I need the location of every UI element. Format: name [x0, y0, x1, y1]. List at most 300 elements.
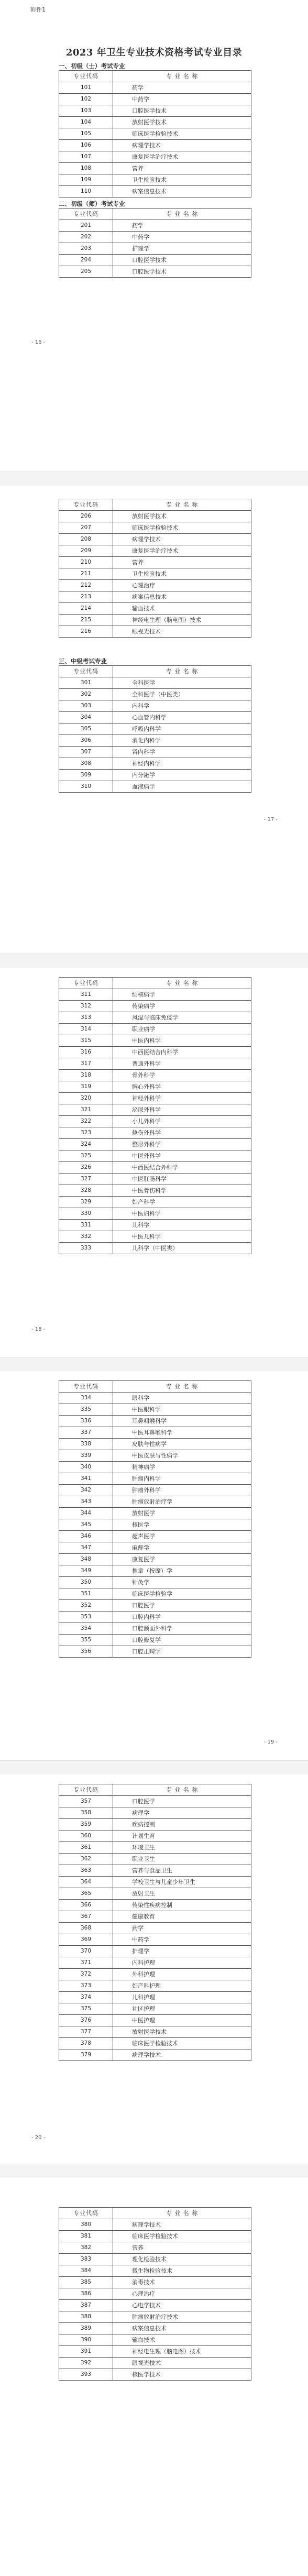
specialty-name-cell: 胸心外科学	[113, 1081, 251, 1093]
table-row	[59, 1612, 251, 1623]
table-row	[59, 82, 251, 94]
specialty-code-cell: 105	[59, 128, 113, 140]
specialty-name-cell: 卫生检验技术	[113, 174, 251, 186]
specialty-name-cell: 临床医学检验技术	[113, 522, 251, 534]
table-row	[59, 1024, 251, 1035]
specialty-name-cell: 推拿（按摩）学	[113, 1565, 251, 1577]
table-row	[59, 2358, 251, 2369]
specialty-name-cell: 中医儿科学	[113, 1231, 251, 1243]
specialty-name-cell: 中西医结合外科学	[113, 1162, 251, 1174]
table-row	[59, 1854, 251, 1865]
table-row	[59, 1485, 251, 1496]
page-separator	[0, 953, 308, 968]
table-row	[59, 1992, 251, 2003]
specialty-name-cell: 口腔医学技术	[113, 266, 251, 278]
table-row	[59, 1393, 251, 1404]
section-heading: 一、初级（士）考试专业	[59, 62, 125, 70]
table-row	[59, 1577, 251, 1588]
specialty-name-cell: 精神病学	[113, 1462, 251, 1473]
header-code: 专业代码	[59, 1784, 113, 1796]
specialty-code-cell: 350	[59, 1577, 113, 1588]
table-row	[59, 128, 251, 140]
specialty-name-cell: 麻醉学	[113, 1542, 251, 1554]
specialty-code-cell: 210	[59, 557, 113, 568]
specialty-name-cell: 中医外科学	[113, 1150, 251, 1162]
specialty-code-cell: 339	[59, 1450, 113, 1462]
specialty-name-cell: 口腔医学	[113, 1600, 251, 1612]
specialty-code-cell: 303	[59, 700, 113, 712]
page-3	[0, 968, 308, 1357]
table-row	[59, 724, 251, 735]
specialty-name-cell: 护理学	[113, 243, 251, 255]
specialty-code-cell: 329	[59, 1197, 113, 1208]
specialty-name-cell: 心理治疗	[113, 2288, 251, 2300]
table-row	[59, 1150, 251, 1162]
specialty-name-cell: 中医耳鼻喉科学	[113, 1427, 251, 1439]
specialty-code-cell: 391	[59, 2346, 113, 2358]
page-number: - 18 -	[31, 1327, 46, 1332]
specialty-name-cell: 超声医学	[113, 1531, 251, 1542]
specialty-code-cell: 383	[59, 2254, 113, 2265]
specialty-code-cell: 382	[59, 2242, 113, 2254]
table-row	[59, 2334, 251, 2346]
specialty-code-cell: 314	[59, 1024, 113, 1035]
specialty-code-cell: 376	[59, 2015, 113, 2026]
page-number: - 17 -	[263, 817, 278, 823]
table-row	[59, 1877, 251, 1888]
table-row	[59, 522, 251, 534]
specialty-code-cell: 338	[59, 1439, 113, 1450]
specialty-code-cell: 203	[59, 243, 113, 255]
specialty-code-cell: 367	[59, 1911, 113, 1923]
page-4	[0, 1371, 308, 1760]
table-row	[59, 2311, 251, 2323]
table-row	[59, 626, 251, 638]
table-row	[59, 2288, 251, 2300]
table-row	[59, 1900, 251, 1911]
specialty-code-cell: 354	[59, 1623, 113, 1635]
specialty-name-cell: 药学	[113, 1923, 251, 1934]
section-heading: 三、中级考试专业	[59, 657, 107, 665]
specialty-code-cell: 331	[59, 1220, 113, 1231]
specialty-name-cell: 内科学	[113, 700, 251, 712]
specialty-code-cell: 312	[59, 1001, 113, 1012]
specialty-name-cell: 神经电生理（脑电图）技术	[113, 2346, 251, 2358]
specialty-name-cell: 心电学技术	[113, 2300, 251, 2311]
specialty-name-cell: 营养	[113, 163, 251, 174]
attachment-label: 附件1	[30, 6, 46, 13]
table-row	[59, 117, 251, 128]
specialty-name-cell: 心血管内科学	[113, 712, 251, 724]
table-row	[59, 94, 251, 105]
page-separator	[0, 1760, 308, 1775]
specialty-name-cell: 消毒技术	[113, 2277, 251, 2288]
specialty-code-cell: 323	[59, 1127, 113, 1139]
specialty-name-cell: 计划生育	[113, 1830, 251, 1842]
specialty-name-cell: 营养	[113, 2242, 251, 2254]
table-row	[59, 2265, 251, 2277]
specialty-name-cell: 口腔修复学	[113, 1635, 251, 1646]
specialty-name-cell: 中医内科学	[113, 1035, 251, 1047]
specialty-name-cell: 输血技术	[113, 2334, 251, 2346]
header-name: 专 业 名 称	[113, 978, 251, 989]
specialty-code-cell: 206	[59, 511, 113, 522]
specialty-table	[59, 70, 251, 198]
specialty-code-cell: 304	[59, 712, 113, 724]
table-row	[59, 511, 251, 522]
specialty-code-cell: 374	[59, 1992, 113, 2003]
table-row	[59, 1473, 251, 1485]
specialty-code-cell: 337	[59, 1427, 113, 1439]
table-row	[59, 1208, 251, 1220]
table-row	[59, 1243, 251, 1254]
specialty-name-cell: 输血技术	[113, 603, 251, 615]
specialty-code-cell: 317	[59, 1058, 113, 1070]
table-header-row	[59, 499, 251, 511]
specialty-name-cell: 口腔医学技术	[113, 255, 251, 266]
specialty-code-cell: 211	[59, 568, 113, 580]
table-row	[59, 1220, 251, 1231]
table-row	[59, 1462, 251, 1473]
specialty-name-cell: 核医学	[113, 1519, 251, 1531]
specialty-name-cell: 临床医学检验技术	[113, 2038, 251, 2049]
section-heading: 二、初级（师）考试专业	[59, 200, 125, 207]
specialty-code-cell: 301	[59, 677, 113, 689]
table-row	[59, 2277, 251, 2288]
table-row	[59, 1934, 251, 1946]
specialty-name-cell: 皮肤与性病学	[113, 1439, 251, 1450]
page-number: - 16 -	[31, 339, 46, 345]
specialty-code-cell: 201	[59, 220, 113, 232]
specialty-code-cell: 377	[59, 2026, 113, 2038]
specialty-name-cell: 病案信息技术	[113, 2323, 251, 2334]
specialty-name-cell: 中药学	[113, 1934, 251, 1946]
specialty-name-cell: 呼吸内科学	[113, 724, 251, 735]
specialty-code-cell: 362	[59, 1854, 113, 1865]
table-row	[59, 1450, 251, 1462]
table-row	[59, 1554, 251, 1565]
specialty-name-cell: 肿瘤外科学	[113, 1485, 251, 1496]
table-row	[59, 603, 251, 615]
specialty-name-cell: 妇产科护理	[113, 1980, 251, 1992]
specialty-name-cell: 病理学技术	[113, 2049, 251, 2061]
page-1	[0, 0, 308, 472]
specialty-name-cell: 肿瘤放射治疗技术	[113, 2311, 251, 2323]
specialty-table	[59, 2207, 251, 2381]
specialty-code-cell: 345	[59, 1519, 113, 1531]
table-row	[59, 1081, 251, 1093]
specialty-code-cell: 204	[59, 255, 113, 266]
table-row	[59, 1416, 251, 1427]
table-row	[59, 1588, 251, 1600]
specialty-name-cell: 药学	[113, 220, 251, 232]
table-row	[59, 1116, 251, 1127]
specialty-code-cell: 365	[59, 1888, 113, 1900]
specialty-name-cell: 康复医学	[113, 1554, 251, 1565]
page-number: - 20 -	[31, 2135, 46, 2141]
specialty-name-cell: 康复医学治疗技术	[113, 545, 251, 557]
specialty-name-cell: 神经内科学	[113, 758, 251, 770]
table-row	[59, 1623, 251, 1635]
table-row	[59, 1946, 251, 1957]
specialty-name-cell: 临床医学检验技术	[113, 128, 251, 140]
page-6	[0, 2178, 308, 2576]
specialty-code-cell: 388	[59, 2311, 113, 2323]
specialty-code-cell: 322	[59, 1116, 113, 1127]
specialty-code-cell: 355	[59, 1635, 113, 1646]
header-code: 专业代码	[59, 209, 113, 220]
specialty-name-cell: 临床医学检验技术	[113, 2231, 251, 2242]
specialty-code-cell: 372	[59, 1969, 113, 1980]
table-row	[59, 1957, 251, 1969]
specialty-code-cell: 332	[59, 1231, 113, 1243]
table-row	[59, 163, 251, 174]
specialty-code-cell: 358	[59, 1807, 113, 1819]
specialty-code-cell: 302	[59, 689, 113, 700]
table-row	[59, 2026, 251, 2038]
table-row	[59, 700, 251, 712]
specialty-name-cell: 病案信息技术	[113, 591, 251, 603]
specialty-code-cell: 215	[59, 615, 113, 626]
table-row	[59, 2003, 251, 2015]
specialty-name-cell: 神经外科学	[113, 1093, 251, 1104]
specialty-code-cell: 392	[59, 2358, 113, 2369]
table-row	[59, 174, 251, 186]
specialty-name-cell: 中西医结合内科学	[113, 1047, 251, 1058]
table-row	[59, 255, 251, 266]
table-row	[59, 2300, 251, 2311]
specialty-name-cell: 全科医学	[113, 677, 251, 689]
specialty-name-cell: 中医眼科学	[113, 1404, 251, 1416]
header-name: 专 业 名 称	[113, 1381, 251, 1393]
specialty-name-cell: 耳鼻咽喉科学	[113, 1416, 251, 1427]
specialty-code-cell: 352	[59, 1600, 113, 1612]
specialty-code-cell: 333	[59, 1243, 113, 1254]
table-row	[59, 989, 251, 1001]
specialty-name-cell: 中医护理	[113, 2015, 251, 2026]
table-row	[59, 2015, 251, 2026]
specialty-name-cell: 病理学技术	[113, 534, 251, 545]
table-row	[59, 151, 251, 163]
specialty-name-cell: 学校卫生与儿童少年卫生	[113, 1877, 251, 1888]
specialty-code-cell: 305	[59, 724, 113, 735]
table-row	[59, 2049, 251, 2061]
table-row	[59, 712, 251, 724]
specialty-code-cell: 107	[59, 151, 113, 163]
table-row	[59, 1508, 251, 1519]
header-code: 专业代码	[59, 499, 113, 511]
table-row	[59, 140, 251, 151]
header-code: 专业代码	[59, 71, 113, 82]
specialty-code-cell: 328	[59, 1185, 113, 1197]
table-row	[59, 2254, 251, 2265]
header-name: 专 业 名 称	[113, 71, 251, 82]
specialty-code-cell: 310	[59, 781, 113, 793]
specialty-code-cell: 336	[59, 1416, 113, 1427]
specialty-name-cell: 儿科护理	[113, 1992, 251, 2003]
specialty-name-cell: 传染病学	[113, 1001, 251, 1012]
table-row	[59, 1231, 251, 1243]
table-row	[59, 557, 251, 568]
table-row	[59, 1058, 251, 1070]
specialty-name-cell: 药学	[113, 82, 251, 94]
specialty-name-cell: 口腔内科学	[113, 1612, 251, 1623]
specialty-table	[59, 977, 251, 1254]
table-row	[59, 1001, 251, 1012]
specialty-code-cell: 315	[59, 1035, 113, 1047]
specialty-code-cell: 356	[59, 1646, 113, 1658]
table-row	[59, 1819, 251, 1830]
specialty-code-cell: 307	[59, 747, 113, 758]
specialty-name-cell: 病理学	[113, 1807, 251, 1819]
specialty-code-cell: 343	[59, 1496, 113, 1508]
specialty-code-cell: 348	[59, 1554, 113, 1565]
table-row	[59, 1427, 251, 1439]
specialty-name-cell: 普通外科学	[113, 1058, 251, 1070]
table-row	[59, 1796, 251, 1807]
specialty-code-cell: 378	[59, 2038, 113, 2049]
table-row	[59, 1047, 251, 1058]
specialty-code-cell: 371	[59, 1957, 113, 1969]
specialty-code-cell: 334	[59, 1393, 113, 1404]
specialty-name-cell: 营养与食品卫生	[113, 1865, 251, 1877]
page-separator	[0, 2164, 308, 2178]
table-row	[59, 1496, 251, 1508]
specialty-name-cell: 放射卫生	[113, 1888, 251, 1900]
specialty-code-cell: 380	[59, 2219, 113, 2231]
table-row	[59, 1969, 251, 1980]
specialty-name-cell: 中医骨伤科学	[113, 1185, 251, 1197]
specialty-name-cell: 神经电生理（脑电图）技术	[113, 615, 251, 626]
table-row	[59, 1519, 251, 1531]
specialty-name-cell: 疾病控制	[113, 1819, 251, 1830]
table-row	[59, 220, 251, 232]
specialty-code-cell: 316	[59, 1047, 113, 1058]
specialty-name-cell: 肿瘤放射治疗学	[113, 1496, 251, 1508]
table-row	[59, 2346, 251, 2358]
specialty-name-cell: 风湿与临床免疫学	[113, 1012, 251, 1024]
specialty-name-cell: 口腔正畸学	[113, 1646, 251, 1658]
specialty-code-cell: 320	[59, 1093, 113, 1104]
header-name: 专 业 名 称	[113, 209, 251, 220]
table-row	[59, 232, 251, 243]
specialty-name-cell: 传染性疾病控制	[113, 1900, 251, 1911]
table-row	[59, 758, 251, 770]
specialty-name-cell: 中药学	[113, 232, 251, 243]
specialty-code-cell: 359	[59, 1819, 113, 1830]
specialty-name-cell: 理化检验技术	[113, 2254, 251, 2265]
table-row	[59, 781, 251, 793]
specialty-code-cell: 360	[59, 1830, 113, 1842]
table-row	[59, 1070, 251, 1081]
specialty-code-cell: 319	[59, 1081, 113, 1093]
table-row	[59, 534, 251, 545]
table-row	[59, 1531, 251, 1542]
specialty-code-cell: 311	[59, 989, 113, 1001]
table-row	[59, 1888, 251, 1900]
table-row	[59, 243, 251, 255]
specialty-code-cell: 346	[59, 1531, 113, 1542]
specialty-name-cell: 护理学	[113, 1946, 251, 1957]
specialty-code-cell: 318	[59, 1070, 113, 1081]
specialty-code-cell: 205	[59, 266, 113, 278]
header-name: 专 业 名 称	[113, 2208, 251, 2219]
specialty-name-cell: 儿科学（中医类）	[113, 1243, 251, 1254]
specialty-name-cell: 口腔颌面外科学	[113, 1623, 251, 1635]
table-row	[59, 1012, 251, 1024]
document-title: 2023 年卫生专业技术资格考试专业目录	[65, 47, 243, 58]
specialty-name-cell: 整形外科学	[113, 1139, 251, 1150]
specialty-code-cell: 326	[59, 1162, 113, 1174]
specialty-code-cell: 385	[59, 2277, 113, 2288]
table-row	[59, 266, 251, 278]
specialty-name-cell: 小儿外科学	[113, 1116, 251, 1127]
header-code: 专业代码	[59, 1381, 113, 1393]
table-row	[59, 580, 251, 591]
specialty-code-cell: 101	[59, 82, 113, 94]
table-row	[59, 568, 251, 580]
table-row	[59, 186, 251, 198]
specialty-code-cell: 212	[59, 580, 113, 591]
specialty-name-cell: 烧伤外科学	[113, 1127, 251, 1139]
header-name: 专 业 名 称	[113, 499, 251, 511]
specialty-name-cell: 消化内科学	[113, 735, 251, 747]
specialty-name-cell: 职业卫生	[113, 1854, 251, 1865]
page-number: - 19 -	[263, 1739, 278, 1745]
table-row	[59, 545, 251, 557]
specialty-code-cell: 387	[59, 2300, 113, 2311]
page-separator	[0, 1357, 308, 1372]
specialty-code-cell: 353	[59, 1612, 113, 1623]
table-row	[59, 1542, 251, 1554]
specialty-code-cell: 370	[59, 1946, 113, 1957]
specialty-name-cell: 眼视光技术	[113, 626, 251, 638]
table-row	[59, 1174, 251, 1185]
specialty-name-cell: 中药学	[113, 94, 251, 105]
specialty-name-cell: 口腔医学技术	[113, 105, 251, 117]
table-header-row	[59, 209, 251, 220]
specialty-code-cell: 344	[59, 1508, 113, 1519]
specialty-name-cell: 病案信息技术	[113, 186, 251, 198]
table-header-row	[59, 1784, 251, 1796]
specialty-name-cell: 内科护理	[113, 1957, 251, 1969]
table-row	[59, 1842, 251, 1854]
specialty-name-cell: 心理治疗	[113, 580, 251, 591]
table-row	[59, 1127, 251, 1139]
table-row	[59, 1035, 251, 1047]
specialty-code-cell: 330	[59, 1208, 113, 1220]
table-row	[59, 735, 251, 747]
table-row	[59, 1139, 251, 1150]
table-header-row	[59, 71, 251, 82]
specialty-code-cell: 325	[59, 1150, 113, 1162]
specialty-code-cell: 335	[59, 1404, 113, 1416]
table-row	[59, 1807, 251, 1819]
table-row	[59, 1865, 251, 1877]
page-2	[0, 486, 308, 953]
table-row	[59, 615, 251, 626]
specialty-name-cell: 放射医学技术	[113, 511, 251, 522]
specialty-name-cell: 职业病学	[113, 1024, 251, 1035]
specialty-code-cell: 324	[59, 1139, 113, 1150]
header-name: 专 业 名 称	[113, 1784, 251, 1796]
table-row	[59, 1646, 251, 1658]
table-header-row	[59, 2208, 251, 2219]
table-header-row	[59, 666, 251, 677]
specialty-code-cell: 209	[59, 545, 113, 557]
specialty-code-cell: 364	[59, 1877, 113, 1888]
specialty-code-cell: 340	[59, 1462, 113, 1473]
